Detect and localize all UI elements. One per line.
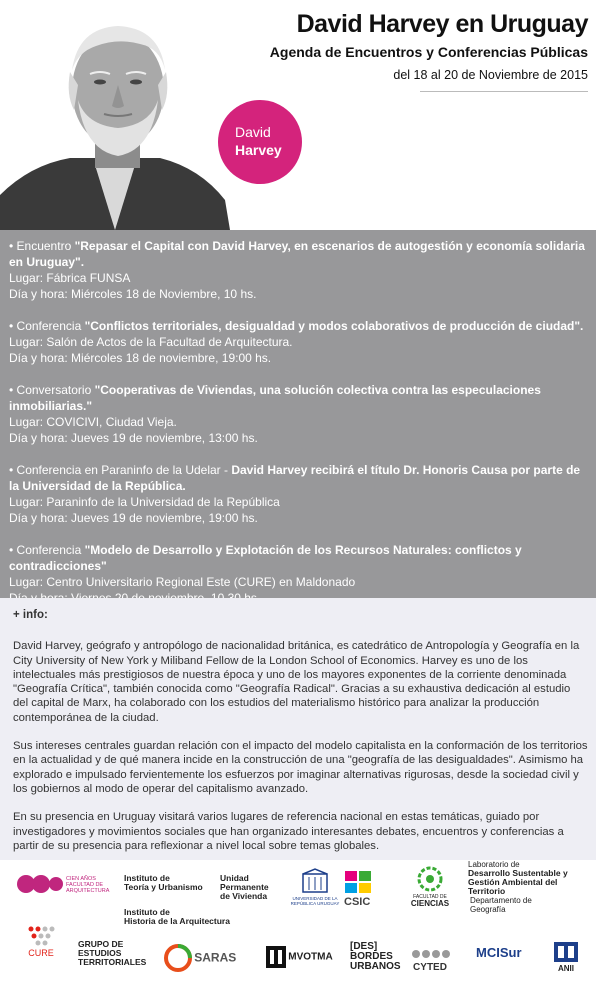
event-datetime: Día y hora: Miércoles 18 de Noviembre, 10 hs. — [9, 287, 257, 301]
event-place: Lugar: Centro Universitario Regional Este (CURE) en Maldonado — [9, 575, 356, 589]
badge-first-name: David — [235, 124, 271, 140]
bordes-urbanos-logo: [DES] BORDES URBANOS — [350, 941, 401, 972]
event-title: "Conflictos territoriales, desigualdad y modos colaborativos de producción de ciudad". — [84, 319, 584, 333]
event-datetime: Día y hora: Jueves 19 de noviembre, 13:00 hs. — [9, 431, 258, 445]
agenda-list — [0, 230, 596, 598]
saras-mark-icon — [164, 944, 192, 972]
csic-logo: CSIC — [344, 870, 374, 908]
event-title: "Modelo de Desarrollo y Explotación de los Recursos Naturales: conflictos y contradicciones" — [9, 543, 522, 573]
info-paragraph: En su presencia en Uruguay visitará varios lugares de referencia nacional en estas temáticas, guiado por investigadores y movimientos sociales que han organizado interesantes debates, encuentros y conferencias a partir de su presencia para reflexionar a nivel local sobre temas globales. — [13, 811, 564, 852]
anii-mark-icon — [554, 942, 578, 962]
agenda-event — [9, 382, 588, 446]
david-harvey-portrait — [0, 0, 230, 230]
saras-logo: SARAS — [164, 944, 236, 972]
dg-label: Departamento de Geografía — [470, 896, 532, 914]
info-paragraph: David Harvey, geógrafo y antropólogo de nacionalidad británica, es catedrático de Antropología y Geografía en la City University of New York y Miliband Fellow de la London School of Economics. Harvey es uno de los intelectuales más prestigiosos de nuestra época y uno de los mayores exponentes de la corriente denominada "Geografía Crítica", también conocida como "Geografía Radical". Gracias a su exhaustiva dedicación al estudio del capital de Marx, ha colaborado con los estudios del materialismo histórico para analizar la producción contemporánea de la ciudad. — [13, 640, 580, 724]
udelar-logo: UNIVERSIDAD DE LA REPÚBLICA URUGUAY — [290, 868, 340, 906]
header — [0, 0, 596, 230]
event-title: "Repasar el Capital con David Harvey, en escenarios de autogestión y economía solidaria en Uruguay". — [9, 239, 585, 269]
info-paragraph: Sus intereses centrales guardan relación con el impacto del modelo capitalista en la conformación de los territorios en la actualidad y de qué manera incide en la construcción de una "geografía de las desigualdades". Asimismo ha explorado e impulsado fervientemente los esfuerzos por imaginar alternativas rigurosas, desde la sociedad civil y los gobiernos al modo de operar del capitalismo avanzado. — [13, 740, 588, 795]
event-place: Lugar: Salón de Actos de la Facultad de Arquitectura. — [9, 335, 293, 349]
agenda-event — [9, 238, 588, 302]
event-place: Lugar: Paraninfo de la Universidad de la República — [9, 495, 280, 509]
event-place: Lugar: COVICIVI, Ciudad Vieja. — [9, 415, 177, 429]
farq-label: CIEN AÑOS FACULTAD DE ARQUITECTURA — [66, 876, 110, 894]
fcien-mark-icon — [415, 866, 445, 892]
udelar-seal-icon — [301, 868, 329, 894]
mvotma-logo: MVOTMA — [266, 946, 333, 968]
info-section — [0, 598, 596, 860]
event-type: • Conferencia en Paraninfo de la Udelar - — [9, 463, 232, 477]
cure-logo: CURE — [26, 924, 56, 958]
farq-logo — [16, 873, 64, 897]
event-dates: del 18 al 20 de Noviembre de 2015 — [393, 68, 588, 82]
cure-dots-icon — [26, 924, 56, 946]
iha-label: Instituto de Historia de la Arquitectura — [124, 907, 230, 926]
name-badge — [218, 100, 302, 184]
header-divider — [420, 91, 588, 92]
badge-last-name: Harvey — [235, 142, 282, 158]
event-title: David Harvey recibirá el título Dr. Honoris Causa por parte de la Universidad de la República. — [9, 463, 581, 493]
event-place: Lugar: Fábrica FUNSA — [9, 271, 131, 285]
itu-label: Instituto de Teoría y Urbanismo — [124, 873, 203, 892]
event-type: • Conversatorio — [9, 383, 95, 397]
event-type: • Conferencia — [9, 319, 85, 333]
mvotma-mark-icon — [266, 946, 286, 968]
page-title: David Harvey en Uruguay — [296, 10, 588, 38]
upv-label: Unidad Permanente de Vivienda — [220, 873, 269, 901]
event-type: • Conferencia — [9, 543, 85, 557]
cyted-mark-icon — [410, 948, 450, 960]
farq-mark-icon — [16, 873, 64, 895]
agenda-event — [9, 462, 588, 526]
sponsor-logos — [0, 860, 596, 990]
mcisur-logo: MCISur — [476, 945, 522, 960]
agenda-event — [9, 542, 588, 606]
cyted-logo: CYTED — [410, 948, 450, 973]
anii-logo: ANII — [554, 942, 578, 973]
event-type: • Encuentro — [9, 239, 75, 253]
agenda-event — [9, 318, 588, 366]
page-subtitle: Agenda de Encuentros y Conferencias Públicas — [269, 44, 588, 60]
event-datetime: Día y hora: Miércoles 18 de noviembre, 19:00 hs. — [9, 351, 272, 365]
lab-label: Laboratorio de Desarrollo Sustentable y Gestión Ambiental del Territorio — [468, 860, 568, 896]
csic-mark-icon — [344, 870, 374, 894]
fcien-logo: FACULTAD DE CIENCIAS — [408, 866, 452, 908]
event-title: "Cooperativas de Viviendas, una solución colectiva contra las especulaciones inmobiliarias." — [9, 383, 541, 413]
event-datetime: Día y hora: Jueves 19 de noviembre, 19:00 hs. — [9, 511, 258, 525]
info-heading: + info: — [13, 609, 48, 621]
get-label: GRUPO DE ESTUDIOS TERRITORIALES — [78, 939, 147, 967]
